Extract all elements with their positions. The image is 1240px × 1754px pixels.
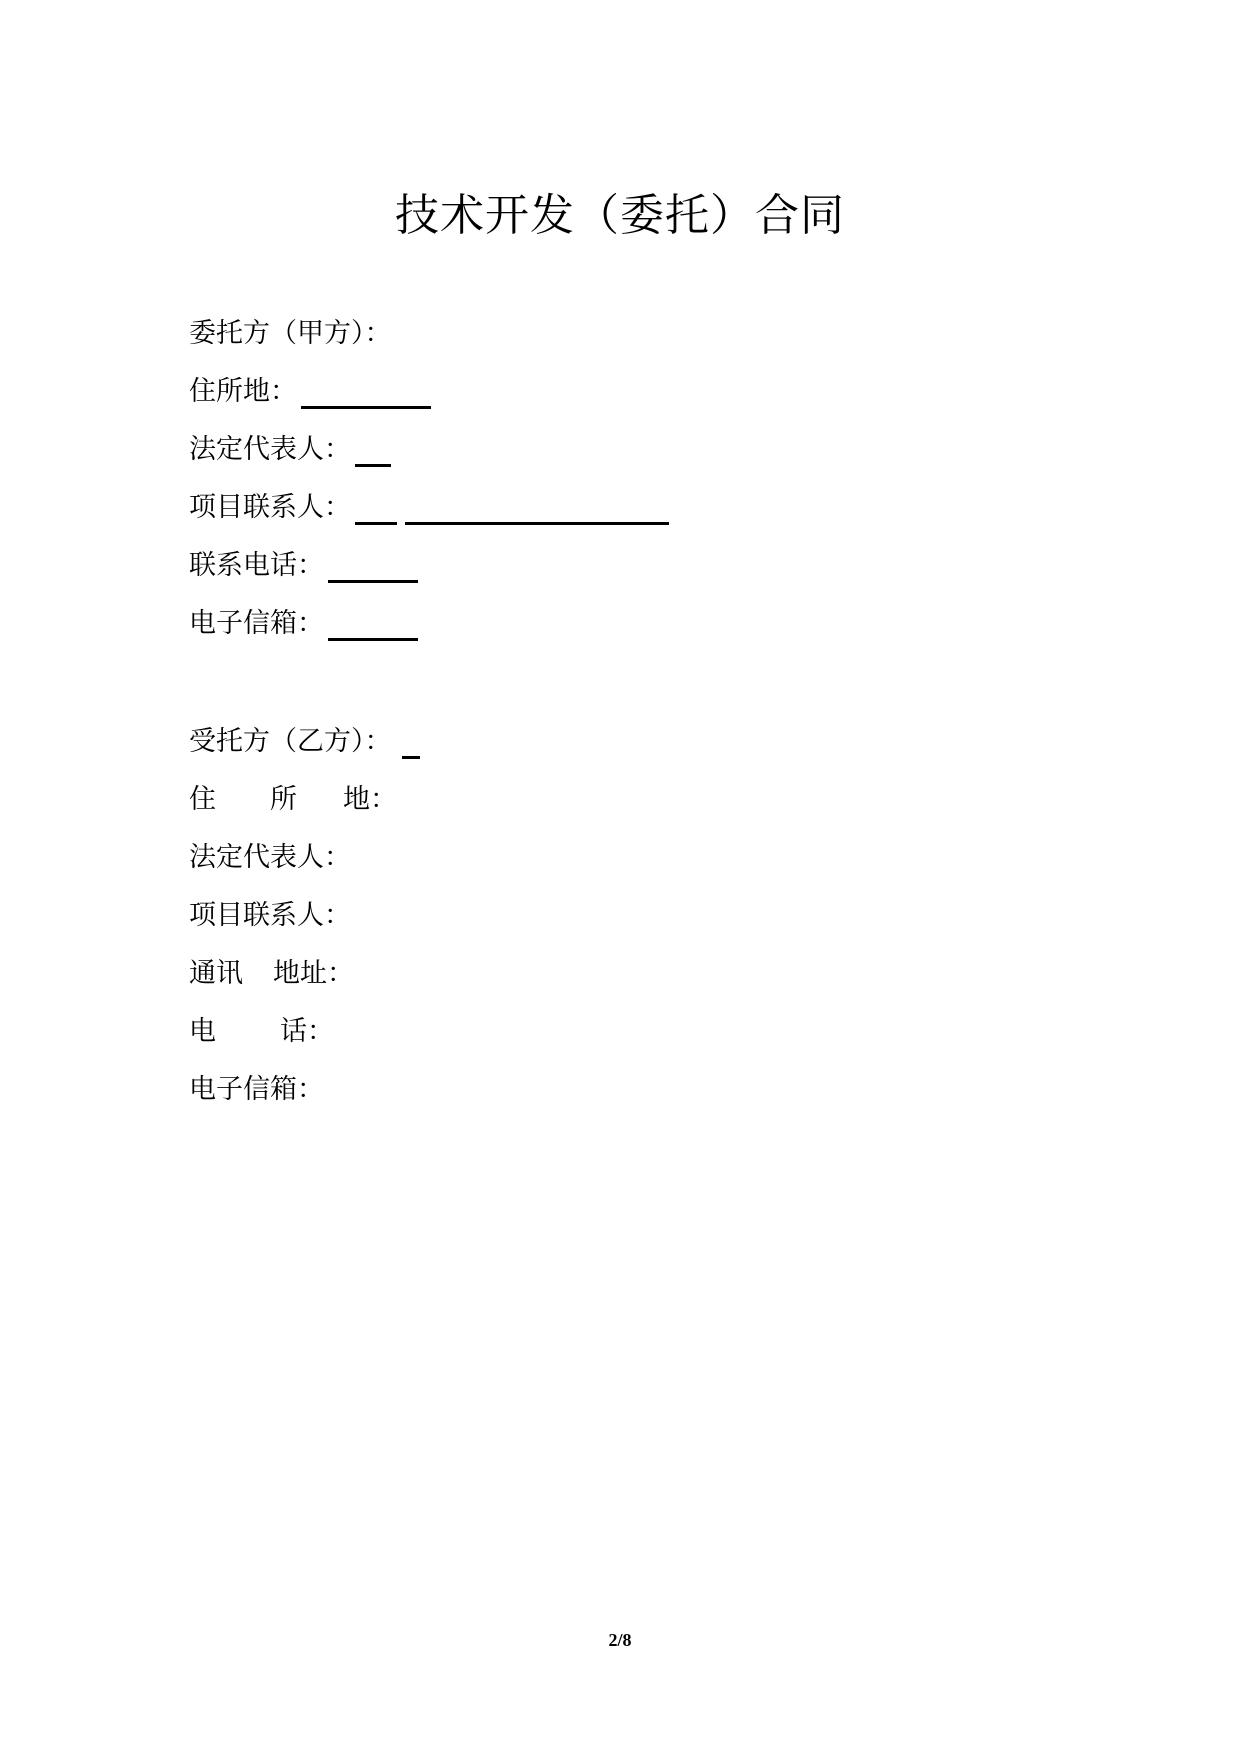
party-a-heading-label: 委托方（甲方）： bbox=[189, 318, 392, 349]
party-a-contact-field bbox=[189, 488, 669, 528]
party-b-address-char-3: 地： bbox=[343, 784, 397, 815]
party-b-phone-field bbox=[189, 1012, 334, 1052]
party-a-address-label: 住所地： bbox=[189, 376, 297, 407]
party-b-legal-rep-label: 法定代表人： bbox=[189, 842, 351, 873]
party-a-contact-label: 项目联系人： bbox=[189, 492, 351, 523]
party-b-mail-address-part-1: 通讯 bbox=[189, 958, 243, 989]
party-b-mail-address-field bbox=[189, 954, 354, 994]
page-number: 2/8 bbox=[608, 1630, 632, 1650]
party-b-legal-rep-field bbox=[189, 838, 351, 878]
party-a-heading bbox=[189, 314, 392, 354]
party-b-contact-field bbox=[189, 896, 351, 936]
party-a-legal-rep-blank[interactable] bbox=[355, 430, 391, 467]
party-a-legal-rep-label: 法定代表人： bbox=[189, 434, 351, 465]
party-b-contact-label: 项目联系人： bbox=[189, 900, 351, 931]
party-b-address-char-1: 住 bbox=[189, 784, 216, 815]
party-a-email-label: 电子信箱： bbox=[189, 608, 324, 639]
party-b-address-field bbox=[189, 780, 397, 820]
party-b-mail-address-part-2: 地址： bbox=[273, 958, 354, 989]
party-b-heading-label: 受托方（乙方）： bbox=[189, 726, 392, 757]
party-a-contact-blank-2[interactable] bbox=[405, 488, 669, 525]
party-a-contact-blank-1[interactable] bbox=[355, 488, 397, 525]
party-b-email-field bbox=[189, 1070, 324, 1110]
party-a-address-field bbox=[189, 372, 431, 412]
party-a-email-blank[interactable] bbox=[328, 604, 418, 641]
party-a-phone-field bbox=[189, 546, 418, 586]
party-a-email-field bbox=[189, 604, 418, 644]
party-a-legal-rep-field bbox=[189, 430, 391, 470]
party-b-email-label: 电子信箱： bbox=[189, 1074, 324, 1105]
party-b-name-blank[interactable] bbox=[402, 722, 420, 759]
page-title: 技术开发（委托）合同 bbox=[395, 190, 845, 241]
party-a-phone-label: 联系电话： bbox=[189, 550, 324, 581]
party-b-phone-char-1: 电 bbox=[189, 1016, 216, 1047]
party-a-phone-blank[interactable] bbox=[328, 546, 418, 583]
party-b-address-char-2: 所 bbox=[270, 784, 297, 815]
party-b-heading bbox=[189, 722, 420, 762]
party-b-phone-char-2: 话： bbox=[280, 1016, 334, 1047]
party-a-address-blank[interactable] bbox=[301, 372, 431, 409]
